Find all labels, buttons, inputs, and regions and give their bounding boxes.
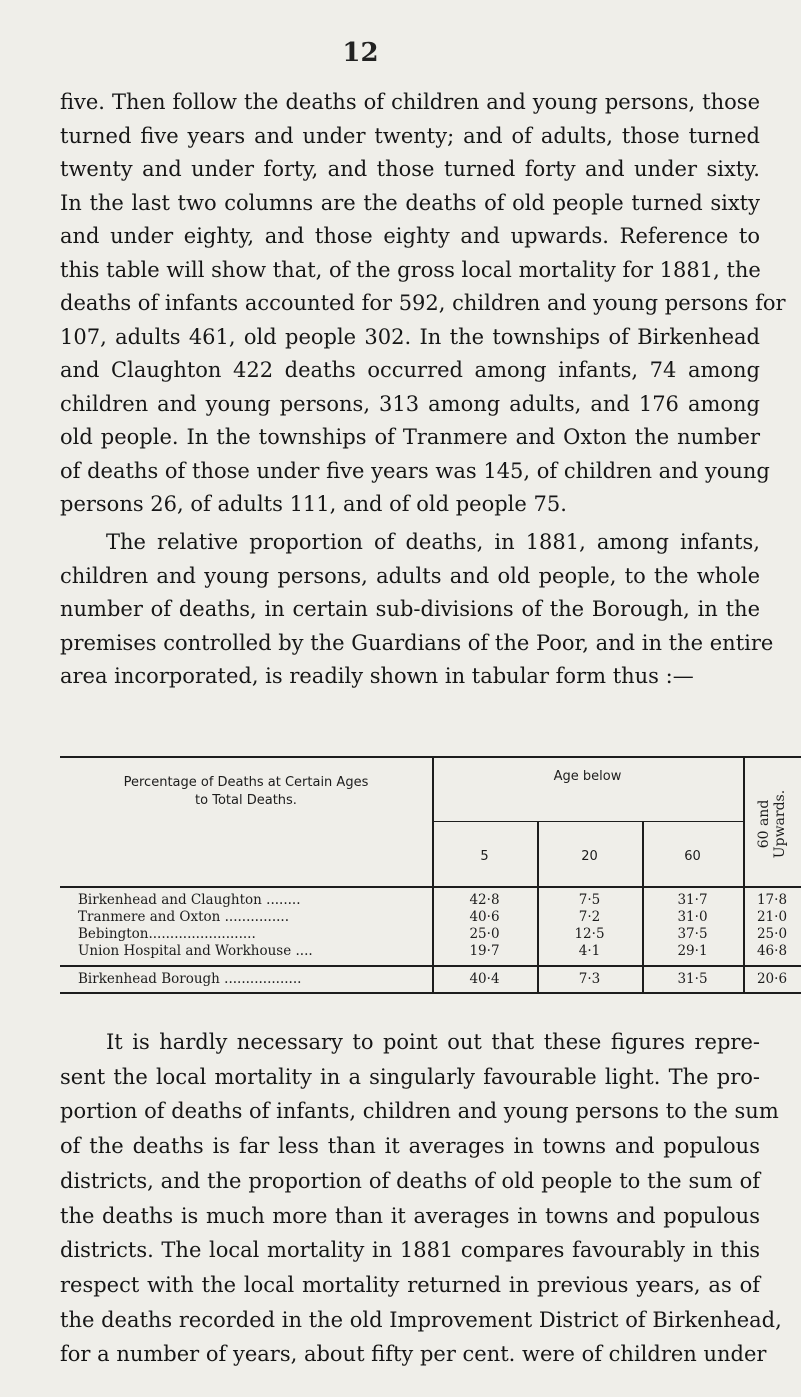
cell-under-20: 12·5 [574, 926, 605, 942]
text-line: five. Then follow the deaths of children and young persons, those [60, 90, 760, 114]
col-header-60: 60 [684, 849, 701, 864]
cell-under-60: 29·1 [677, 943, 708, 959]
cell-under-5: 40·6 [469, 909, 500, 925]
total-under-20: 7·3 [578, 971, 601, 987]
cell-60-upwards: 17·8 [756, 892, 788, 908]
text-line: old people. In the townships of Tranmere and Oxton the number [60, 425, 760, 449]
text-line: children and young persons, 313 among adults, and 176 among [60, 391, 760, 416]
age-below-header: Age below [553, 769, 622, 784]
text-line: of deaths of those under five years was 145, of children and young [60, 458, 770, 483]
text-line: It is hardly necessary to point out that these figures repre- [106, 1030, 760, 1054]
cell-under-5: 19·7 [469, 943, 500, 959]
cell-under-20: 4·1 [578, 943, 601, 959]
cell-under-60: 37·5 [677, 926, 708, 942]
row-label: Bebington......................... [78, 926, 256, 942]
paragraph-2 [60, 526, 774, 694]
text-line: for a number of years, about fifty per cent. were of children under [60, 1342, 767, 1367]
row-label: Union Hospital and Workhouse .... [78, 943, 313, 959]
text-line: turned five years and under twenty; and of adults, those turned [60, 123, 760, 148]
page-number: 12 [342, 38, 379, 68]
table-subhead-rule [432, 821, 743, 822]
row-label: Birkenhead and Claughton ........ [78, 892, 301, 908]
text-line: area incorporated, is readily shown in tabular form thus :— [60, 664, 694, 688]
row-label: Tranmere and Oxton ............... [78, 909, 289, 925]
table-bottom-rule [60, 992, 801, 994]
text-line: respect with the local mortality returned in previous years, as of [60, 1272, 760, 1297]
text-line: and Claughton 422 deaths occurred among infants, 74 among [60, 358, 760, 382]
cell-under-5: 25·0 [469, 926, 500, 942]
header-label-line: to Total Deaths. [195, 793, 297, 808]
col-header-60-upwards [744, 760, 800, 888]
table-head-rule [60, 886, 801, 888]
text-line: number of deaths, in certain sub-divisions of the Borough, in the [60, 597, 760, 621]
text-line: premises controlled by the Guardians of the Poor, and in the entire [60, 630, 774, 655]
cell-under-20: 7·5 [578, 892, 601, 908]
table-header-label [60, 774, 432, 810]
cell-60-upwards: 46·8 [756, 943, 788, 959]
mortality-table [60, 756, 801, 1006]
cell-under-60: 31·7 [677, 892, 708, 908]
text-line: deaths of infants accounted for 592, children and young persons for [60, 291, 786, 315]
text-line: twenty and under forty, and those turned forty and under sixty. [60, 157, 760, 181]
total-under-5: 40·4 [469, 971, 500, 987]
text-line: this table will show that, of the gross local mortality for 1881, the [60, 257, 761, 282]
text-line: The relative proportion of deaths, in 1881, among infants, [106, 530, 760, 554]
total-under-60: 31·5 [677, 971, 708, 987]
paragraph-3 [60, 1025, 782, 1372]
text-line: sent the local mortality in a singularly favourable light. The pro- [60, 1064, 760, 1089]
cell-60-upwards: 25·0 [756, 926, 788, 942]
text-line: 107, adults 461, old people 302. In the townships of Birkenhead [60, 324, 760, 349]
table-top-rule [60, 756, 801, 758]
text-line: children and young persons, adults and old people, to the whole [60, 563, 760, 588]
text-line: the deaths recorded in the old Improvement District of Birkenhead, [60, 1307, 782, 1332]
text-line: the deaths is much more than it averages in towns and populous [60, 1203, 760, 1228]
cell-60-upwards: 21·0 [756, 909, 788, 925]
col-header-upwards-line: 60 and [756, 799, 772, 849]
total-60-upwards: 20·6 [756, 971, 788, 987]
total-row-label: Birkenhead Borough .................. [78, 971, 302, 987]
header-label-line: Percentage of Deaths at Certain Ages [123, 775, 369, 790]
text-line: districts. The local mortality in 1881 compares favourably in this [60, 1238, 760, 1263]
text-line: portion of deaths of infants, children and young persons to the sum [60, 1099, 779, 1124]
cell-under-60: 31·0 [677, 909, 708, 925]
paragraph-1 [60, 86, 786, 522]
text-line: districts, and the proportion of deaths of old people to the sum of [60, 1168, 760, 1193]
cell-under-20: 7·2 [578, 909, 601, 925]
table-total-rule [60, 965, 801, 967]
col-header-upwards-line: Upwards. [772, 789, 788, 859]
text-line: In the last two columns are the deaths of old people turned sixty [60, 190, 760, 215]
col-header-5: 5 [480, 849, 489, 864]
text-line: and under eighty, and those eighty and upwards. Reference to [60, 224, 760, 248]
cell-under-5: 42·8 [469, 892, 500, 908]
text-line: of the deaths is far less than it averages in towns and populous [60, 1134, 760, 1159]
text-line: persons 26, of adults 111, and of old people 75. [60, 492, 567, 516]
col-header-20: 20 [581, 849, 598, 864]
